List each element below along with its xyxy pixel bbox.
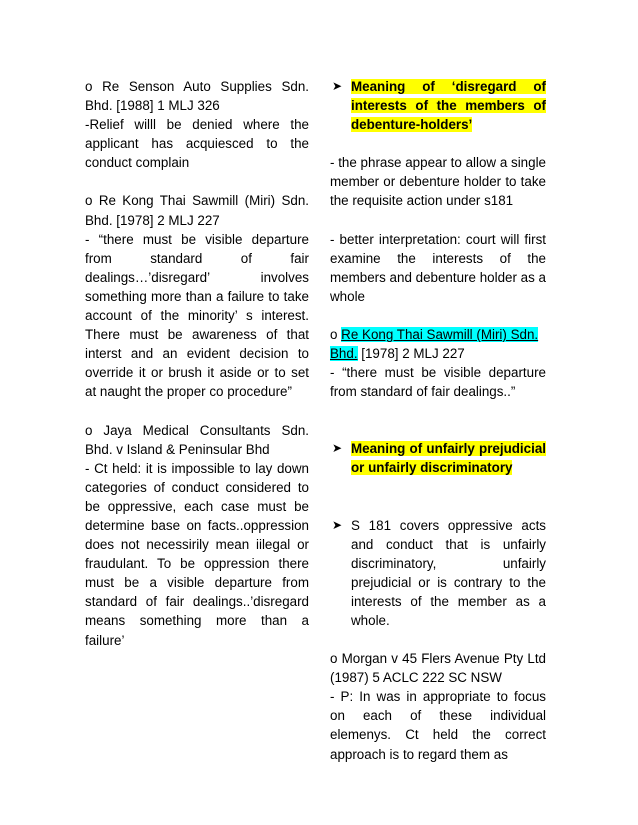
para-better-interpretation: - better interpretation: court will first examine the interests of the members and debenture holder as a whole (330, 231, 546, 304)
arrow-bullet-icon: ➤ (332, 79, 343, 93)
case-title-jaya-medical: o Jaya Medical Consultants Sdn. Bhd. v Island & Peninsular Bhd (85, 422, 309, 457)
case-name-highlight-2: Bhd. (330, 346, 358, 362)
case-title-morgan: o Morgan v 45 Flers Avenue Pty Ltd (1987) 5 ACLC 222 SC NSW (330, 651, 546, 686)
case-title-kong-thai-right: o Re Kong Thai Sawmill (Miri) Sdn. Bhd. [1978] 2 MLJ 227 (330, 326, 539, 362)
case-text-kong-thai-right: - “there must be visible departure from standard of fair dealings..” (330, 365, 546, 400)
bullet-s181-text: S 181 covers oppressive acts and conduct that is unfairly discriminatory, unfairly prejudicial or is contrary to the interests of the member as a whole. (351, 517, 546, 628)
case-name-highlight-1: Re Kong Thai Sawmill (Miri) Sdn. (341, 326, 539, 342)
heading-disregard-text: Meaning of ‘disregard of interests of the members of debenture-holders’ (351, 79, 546, 133)
case-title-senson: o Re Senson Auto Supplies Sdn. Bhd. [1988] 1 MLJ 326 (85, 79, 309, 114)
arrow-bullet-icon: ➤ (332, 441, 343, 456)
heading-disregard (330, 77, 546, 134)
heading-unfairly-prejudicial (330, 439, 546, 477)
right-column (330, 77, 546, 764)
heading-unfairly-text: Meaning of unfairly prejudicial or unfairly discriminatory (351, 441, 546, 476)
bullet-s181 (330, 516, 546, 631)
case-text-morgan: - P: In was in appropriate to focus on each of these individual elemenys. Ct held the correct approach is to regard them as (330, 689, 546, 762)
left-column (85, 77, 309, 650)
case-text-senson: -Relief willl be denied where the applicant has acquiesced to the conduct complain (85, 117, 309, 171)
case-text-kong-thai: - “there must be visible departure from standard of fair dealings…’disregard’ involves something more than a failure to take account of the minority’ s interest. There must be awareness of that interst and an evident decision to override it or brush it aside or to set at naught the proper co procedure” (85, 231, 309, 400)
arrow-bullet-icon: ➤ (332, 517, 343, 532)
case-title-kong-thai: o Re Kong Thai Sawmill (Miri) Sdn. Bhd. [1978] 2 MLJ 227 (85, 193, 309, 228)
case-text-jaya-medical: - Ct held: it is impossible to lay down categories of conduct considered to be oppressive, each case must be determine base on facts..oppression does not necessirily mean iilegal or fraudulant. To be oppression there must be a visible departure from standard of fair dealings..’disregard means something more than a failure’ (85, 460, 309, 648)
para-single-member: - the phrase appear to allow a single member or debenture holder to take the requisite action under s181 (330, 155, 546, 209)
